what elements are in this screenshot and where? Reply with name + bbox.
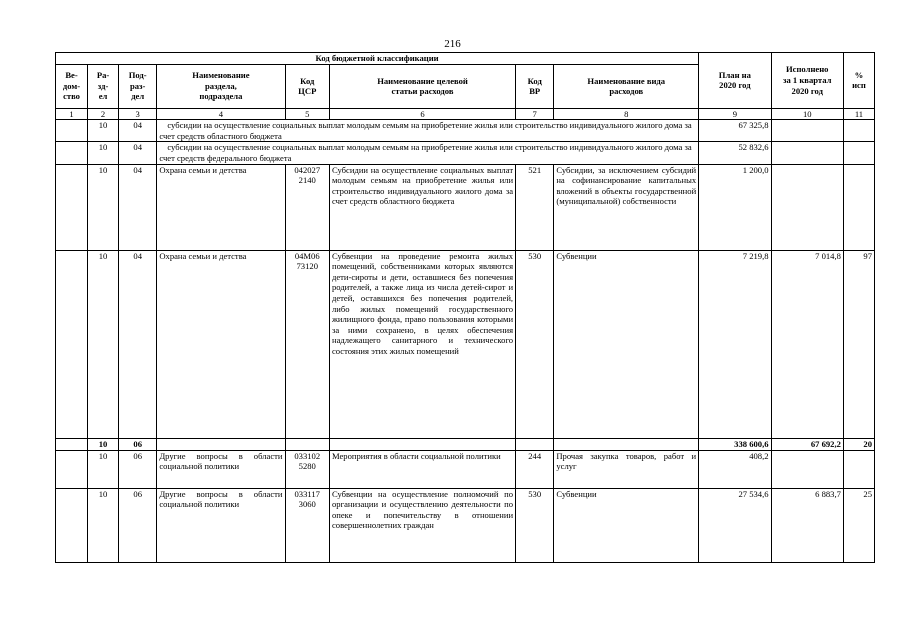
column-number-cell: 7 bbox=[516, 108, 554, 120]
classification-group-header: Код бюджетной классификации bbox=[56, 53, 699, 65]
col-header-pct: % исп bbox=[843, 53, 874, 109]
csr-name-cell: Мероприятия в области социальной политики bbox=[329, 450, 515, 488]
csr-code-cell: 033117 3060 bbox=[285, 488, 329, 562]
column-number-row bbox=[56, 108, 875, 120]
csr-code-cell: 033102 5280 bbox=[285, 450, 329, 488]
vr-name-cell: Субвенции bbox=[554, 488, 699, 562]
csr-name-cell: Субвенции на проведение ремонта жилых помещений, собственниками которых являются дети-сироты и дети, оставшиеся без попечения родителей, а также лица из числа детей-сирот и детей, оставшихся без попечения родителей, либо жилых помещений государственного жилищного фонда, право пользования которыми за ними сохранено, в целях обеспечения надлежащего санитарного и технического состояния этих жилых помещений bbox=[329, 250, 515, 438]
pct-cell: 20 bbox=[843, 438, 874, 450]
vedomstvo-cell bbox=[56, 164, 88, 250]
vr-code-cell: 244 bbox=[516, 450, 554, 488]
page-number: 216 bbox=[444, 38, 461, 50]
col-header-vr-name: Наименование вида расходов bbox=[554, 64, 699, 108]
table-row bbox=[56, 250, 875, 438]
podrazdel-cell: 04 bbox=[119, 142, 157, 164]
empty-cell bbox=[157, 438, 285, 450]
table-row bbox=[56, 164, 875, 250]
plan-cell: 7 219,8 bbox=[699, 250, 771, 438]
plan-cell: 1 200,0 bbox=[699, 164, 771, 250]
col-header-csr: Код ЦСР bbox=[285, 64, 329, 108]
budget-table bbox=[55, 52, 875, 563]
vr-code-cell: 530 bbox=[516, 250, 554, 438]
table-row bbox=[56, 120, 875, 142]
column-number-cell: 6 bbox=[329, 108, 515, 120]
col-header-plan: План на 2020 год bbox=[699, 53, 771, 109]
podrazdel-cell: 04 bbox=[119, 120, 157, 142]
table-row bbox=[56, 488, 875, 562]
vedomstvo-cell bbox=[56, 450, 88, 488]
col-header-podrazdel: Под- раз- дел bbox=[119, 64, 157, 108]
column-number-cell: 2 bbox=[88, 108, 119, 120]
razdel-name-cell: Охрана семьи и детства bbox=[157, 250, 285, 438]
col-header-razdel-name: Наименование раздела, подраздела bbox=[157, 64, 285, 108]
pct-cell bbox=[843, 164, 874, 250]
csr-code-cell: 04М06 73120 bbox=[285, 250, 329, 438]
vr-code-cell: 521 bbox=[516, 164, 554, 250]
plan-cell: 52 832,6 bbox=[699, 142, 771, 164]
vedomstvo-cell bbox=[56, 488, 88, 562]
csr-name-cell: Субсидии на осуществление социальных выплат молодым семьям на приобретение жилья или строительство индивидуального жилого дома за счет средств областного бюджета bbox=[329, 164, 515, 250]
podrazdel-cell: 04 bbox=[119, 250, 157, 438]
plan-cell: 408,2 bbox=[699, 450, 771, 488]
col-header-done: Исполнено за 1 квартал 2020 год bbox=[771, 53, 843, 109]
razdel-cell: 10 bbox=[88, 164, 119, 250]
done-cell bbox=[771, 450, 843, 488]
column-number-cell: 11 bbox=[843, 108, 874, 120]
table-row bbox=[56, 142, 875, 164]
empty-cell bbox=[554, 438, 699, 450]
razdel-name-cell: Другие вопросы в области социальной политики bbox=[157, 450, 285, 488]
done-cell bbox=[771, 120, 843, 142]
col-header-csr-name: Наименование целевой статьи расходов bbox=[329, 64, 515, 108]
vedomstvo-cell bbox=[56, 438, 88, 450]
razdel-name-cell: Охрана семьи и детства bbox=[157, 164, 285, 250]
column-number-cell: 10 bbox=[771, 108, 843, 120]
description-cell: субсидии на осуществление социальных выплат молодым семьям на приобретение жилья или строительство индивидуального жилого дома за счет средств областного бюджета bbox=[157, 120, 699, 142]
column-number-cell: 1 bbox=[56, 108, 88, 120]
vr-name-cell: Субсидии, за исключением субсидий на софинансирование капитальных вложений в объекты государственной (муниципальной) собственности bbox=[554, 164, 699, 250]
table-header bbox=[56, 53, 875, 120]
empty-cell bbox=[285, 438, 329, 450]
razdel-cell: 10 bbox=[88, 488, 119, 562]
table-row bbox=[56, 450, 875, 488]
done-cell: 7 014,8 bbox=[771, 250, 843, 438]
csr-code-cell: 042027 2140 bbox=[285, 164, 329, 250]
description-cell: субсидии на осуществление социальных выплат молодым семьям на приобретение жилья или строительство индивидуального жилого дома за счет средств федерального бюджета bbox=[157, 142, 699, 164]
pct-cell bbox=[843, 450, 874, 488]
done-cell: 67 692,2 bbox=[771, 438, 843, 450]
column-number-cell: 3 bbox=[119, 108, 157, 120]
pct-cell: 97 bbox=[843, 250, 874, 438]
plan-cell: 27 534,6 bbox=[699, 488, 771, 562]
done-cell bbox=[771, 164, 843, 250]
razdel-cell: 10 bbox=[88, 250, 119, 438]
podrazdel-cell: 06 bbox=[119, 450, 157, 488]
podrazdel-cell: 06 bbox=[119, 488, 157, 562]
podrazdel-cell: 06 bbox=[119, 438, 157, 450]
col-header-razdel: Ра- зд- ел bbox=[88, 64, 119, 108]
empty-cell bbox=[329, 438, 515, 450]
done-cell bbox=[771, 142, 843, 164]
col-header-vr: Код ВР bbox=[516, 64, 554, 108]
pct-cell bbox=[843, 120, 874, 142]
razdel-cell: 10 bbox=[88, 438, 119, 450]
vr-name-cell: Субвенции bbox=[554, 250, 699, 438]
razdel-cell: 10 bbox=[88, 120, 119, 142]
vr-code-cell: 530 bbox=[516, 488, 554, 562]
pct-cell bbox=[843, 142, 874, 164]
plan-cell: 338 600,6 bbox=[699, 438, 771, 450]
plan-cell: 67 325,8 bbox=[699, 120, 771, 142]
column-number-cell: 4 bbox=[157, 108, 285, 120]
razdel-cell: 10 bbox=[88, 450, 119, 488]
table-body bbox=[56, 120, 875, 562]
csr-name-cell: Субвенции на осуществление полномочий по организации и осуществлению деятельности по опеке и попечительству в отношении совершеннолетних граждан bbox=[329, 488, 515, 562]
razdel-cell: 10 bbox=[88, 142, 119, 164]
podrazdel-cell: 04 bbox=[119, 164, 157, 250]
column-number-cell: 8 bbox=[554, 108, 699, 120]
vedomstvo-cell bbox=[56, 120, 88, 142]
razdel-name-cell: Другие вопросы в области социальной политики bbox=[157, 488, 285, 562]
vr-name-cell: Прочая закупка товаров, работ и услуг bbox=[554, 450, 699, 488]
done-cell: 6 883,7 bbox=[771, 488, 843, 562]
column-number-cell: 9 bbox=[699, 108, 771, 120]
empty-cell bbox=[516, 438, 554, 450]
col-header-vedomstvo: Ве- дом- ство bbox=[56, 64, 88, 108]
vedomstvo-cell bbox=[56, 250, 88, 438]
vedomstvo-cell bbox=[56, 142, 88, 164]
pct-cell: 25 bbox=[843, 488, 874, 562]
subtotal-row bbox=[56, 438, 875, 450]
column-number-cell: 5 bbox=[285, 108, 329, 120]
